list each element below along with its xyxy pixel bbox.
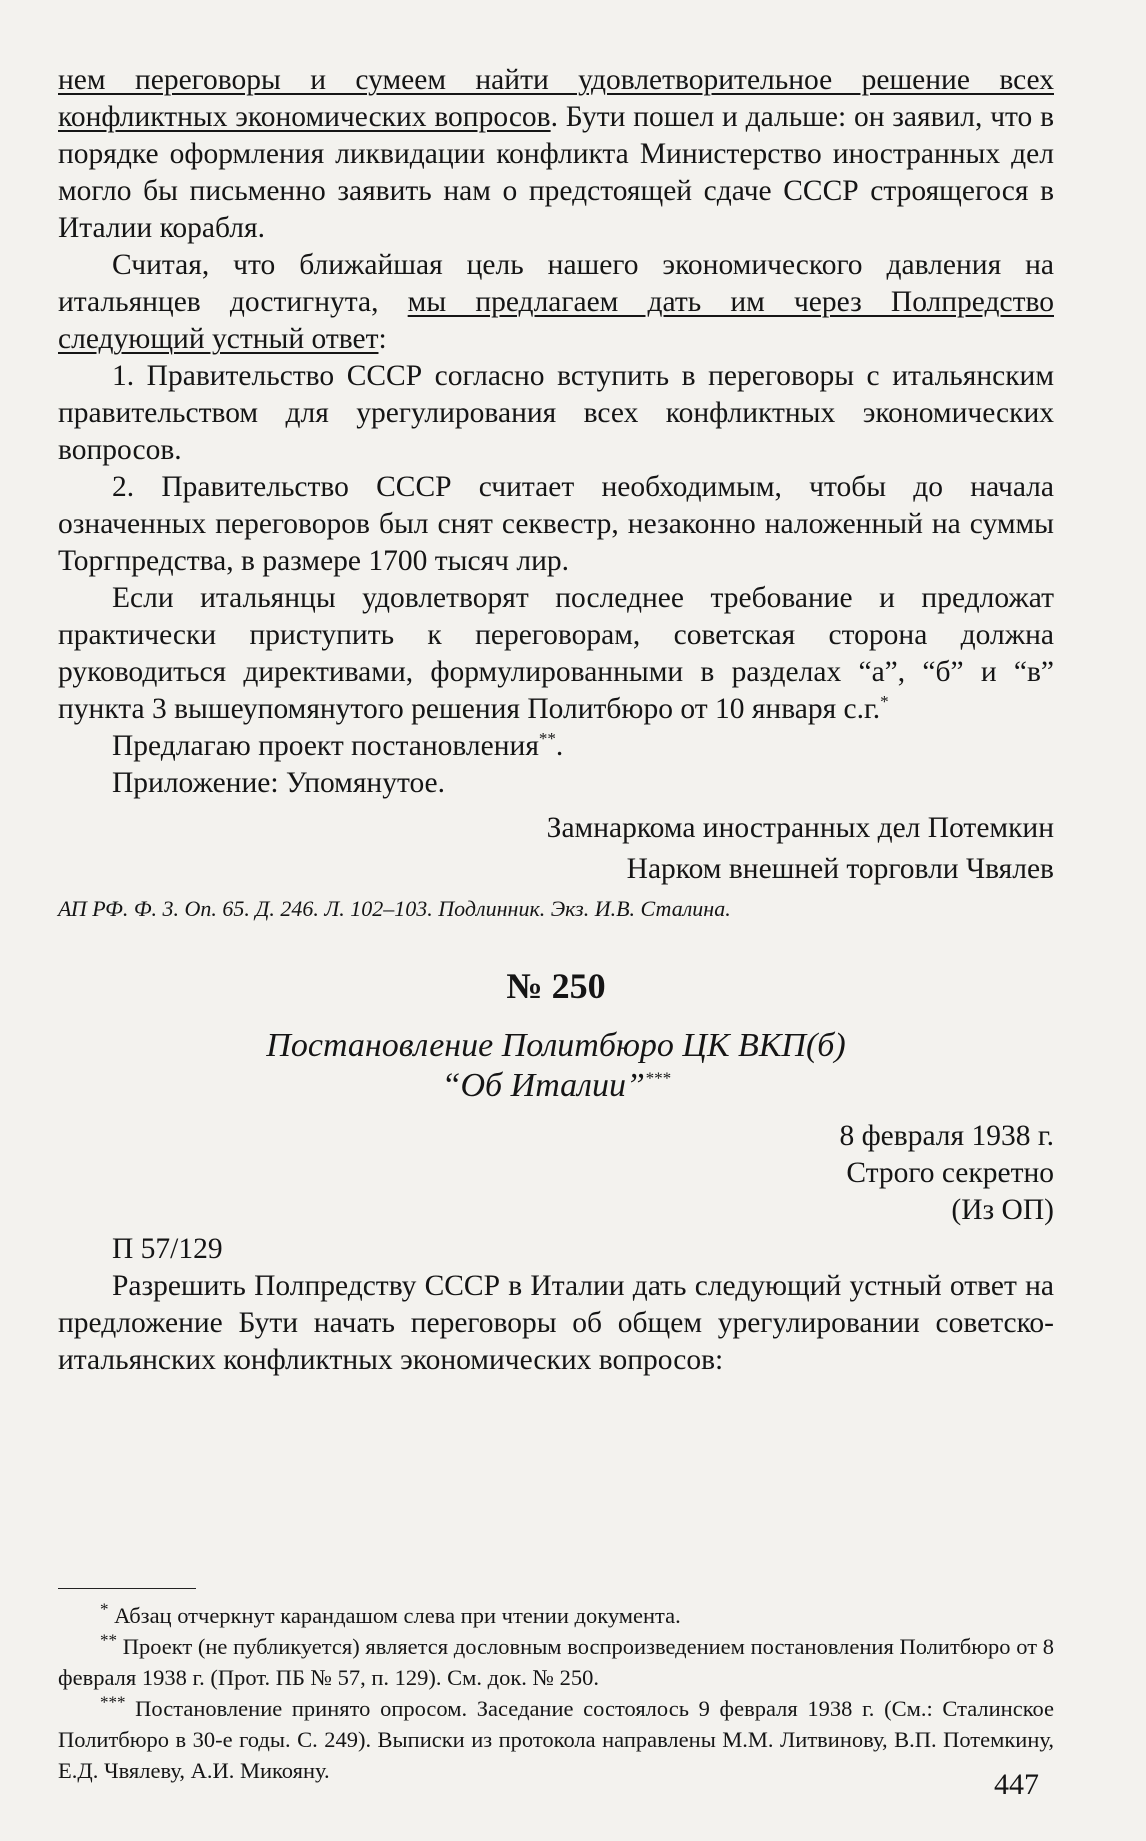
footnote-divider xyxy=(58,1588,196,1589)
punctuation: : xyxy=(378,323,387,355)
paragraph-directives xyxy=(58,580,1054,728)
footnote-mark: ** xyxy=(100,1630,117,1650)
paragraph-text: Предлагаю проект постановления xyxy=(112,730,539,762)
classification-stamp: Строго секретно xyxy=(846,1157,1054,1189)
paragraph-draft xyxy=(58,728,1054,765)
footnote-mark: * xyxy=(880,692,889,712)
footnote-mark: ** xyxy=(538,729,556,749)
main-text xyxy=(58,62,1054,1379)
document-number: № 250 xyxy=(506,966,606,1006)
underlined-text: нем переговоры и сумеем найти удовлетворительное решение всех конфликтных экономических вопросов xyxy=(58,64,1054,133)
paragraph-proposal xyxy=(58,247,1054,358)
resolution-text: Разрешить Полпредству СССР в Италии дать следующий устный ответ на предложение Бути начать переговоры об общем урегулировании советско-итальянских конфликтных экономических вопросов: xyxy=(58,1270,1054,1376)
underlined-text: мы предлагаем дать им через Полпредство следующий устный ответ xyxy=(58,286,1054,355)
footnote-mark: *** xyxy=(100,1692,126,1712)
page-number: 447 xyxy=(994,1768,1039,1801)
footnote-text: Проект (не публикуется) является дословным воспроизведением постановления Политбюро от 8 февраля 1938 г. (Прот. ПБ № 57, п. 129). См. док. № 250. xyxy=(58,1634,1054,1690)
footnote-1 xyxy=(58,1600,1054,1631)
paragraph-continuation xyxy=(58,62,1054,247)
footnote-mark: * xyxy=(100,1599,109,1619)
list-item-1: 1. Правительство СССР согласно вступить в переговоры с итальянским правительством для урегулирования всех конфликтных экономических вопросов. xyxy=(58,360,1054,466)
paragraph-text: Если итальянцы удовлетворят последнее требование и предложат практически приступить к переговорам, советская сторона должна руководиться директивами, формулированными в разделах “а”, “б” и “в” пункта 3 вышеупомянутого решения Политбюро от 10 января с.г. xyxy=(58,582,1054,725)
archive-source: АП РФ. Ф. 3. Оп. 65. Д. 246. Л. 102–103. Подлинник. Экз. И.В. Сталина. xyxy=(58,896,731,921)
punctuation: . xyxy=(555,730,564,762)
paragraph-text: . Бути пошел и дальше: он заявил, что в порядке оформления ликвидации конфликта Министерство иностранных дел могло бы письменно заявить нам о предстоящей сдаче СССР строящегося в Италии корабля. xyxy=(58,101,1054,244)
footnote-2 xyxy=(58,1631,1054,1693)
signature-potemkin: Замнаркома иностранных дел Потемкин xyxy=(546,812,1054,844)
document-date: 8 февраля 1938 г. xyxy=(839,1120,1054,1152)
paragraph-appendix: Приложение: Упомянутое. xyxy=(112,767,446,799)
footnotes xyxy=(58,1600,1054,1786)
footnote-text: Абзац отчеркнут карандашом слева при чтении документа. xyxy=(108,1603,681,1628)
document-title-line1: Постановление Политбюро ЦК ВКП(б) xyxy=(266,1027,846,1064)
footnote-text: Постановление принято опросом. Заседание состоялось 9 февраля 1938 г. (См.: Сталинское Политбюро в 30-е годы. С. 249). Выписки из протокола направлены М.М. Литвинову, В.П. Потемкину, Е.Д. Чвялеву, А.И. Микояну. xyxy=(58,1696,1054,1783)
footnote-mark: *** xyxy=(644,1068,671,1088)
protocol-number: П 57/129 xyxy=(112,1233,223,1265)
footnote-3 xyxy=(58,1693,1054,1786)
list-item-2: 2. Правительство СССР считает необходимым, чтобы до начала означенных переговоров был снят секвестр, незаконно наложенный на суммы Торгпредства, в размере 1700 тысяч лир. xyxy=(58,471,1054,577)
paragraph-text: Считая, что ближайшая цель нашего экономического давления на итальянцев достигнута, xyxy=(58,249,1054,318)
document-title-line2 xyxy=(58,1066,1054,1106)
document-title-text: “Об Италии” xyxy=(441,1067,645,1104)
document-origin: (Из ОП) xyxy=(951,1194,1054,1226)
signature-chvyalev: Нарком внешней торговли Чвялев xyxy=(626,853,1054,885)
